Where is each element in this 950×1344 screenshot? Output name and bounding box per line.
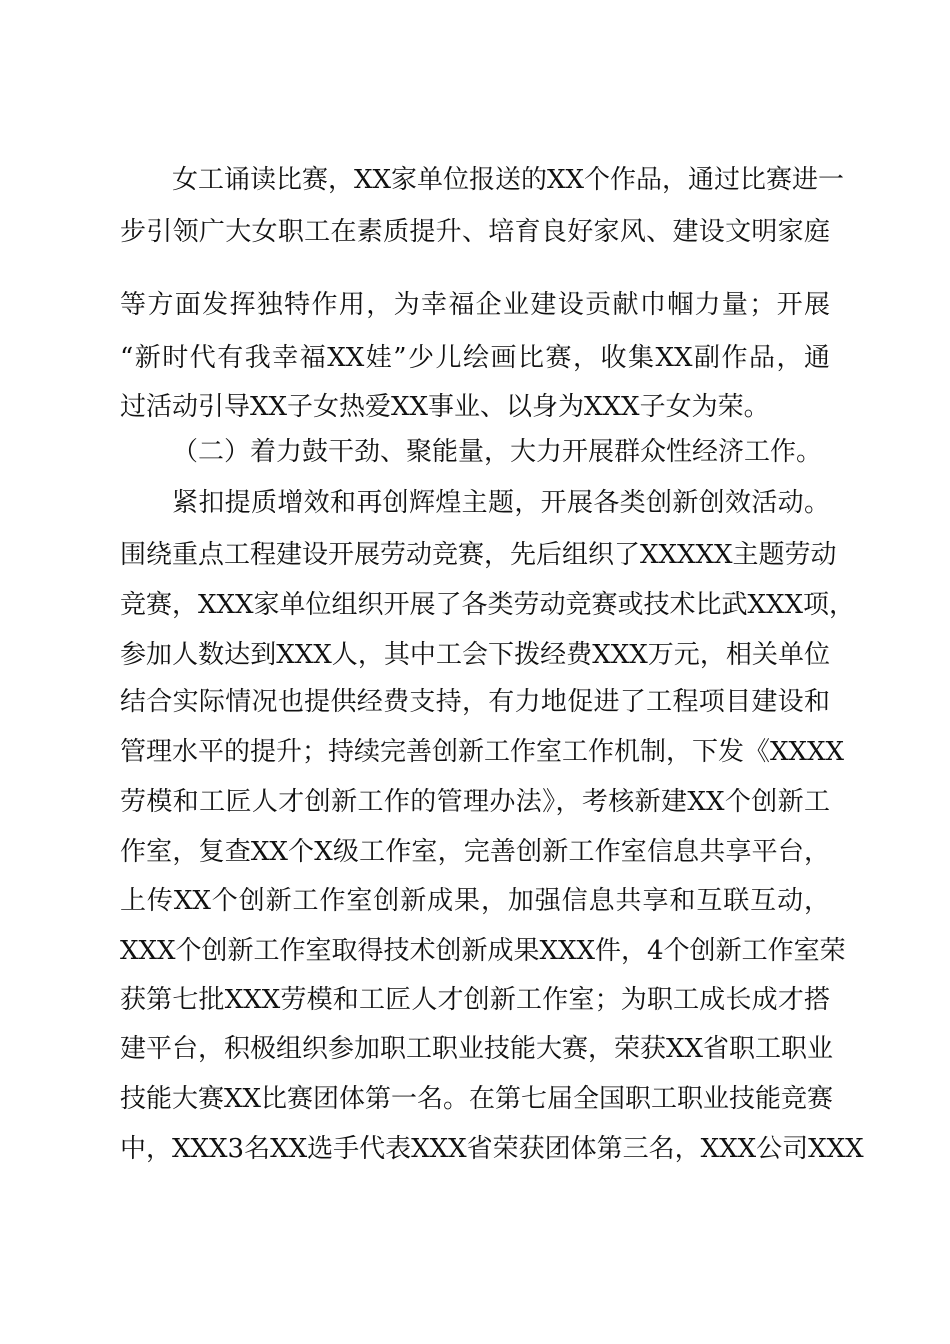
paragraph-line: 获第七批XXX劳模和工匠人才创新工作室；为职工成长成才搭: [120, 985, 830, 1015]
paragraph-line: 过活动引导XX子女热爱XX事业、以身为XXX子女为荣。: [120, 392, 770, 422]
paragraph-line: 女工诵读比赛，XX家单位报送的XX个作品，通过比赛进一: [172, 165, 845, 195]
paragraph-line: XXX个创新工作室取得技术创新成果XXX件，4个创新工作室荣: [120, 936, 846, 966]
paragraph-line: 结合实际情况也提供经费支持，有力地促进了工程项目建设和: [120, 687, 830, 717]
section-heading: （二）着力鼓干劲、聚能量，大力开展群众性经济工作。: [172, 437, 823, 467]
paragraph-line: 建平台，积极组织参加职工职业技能大赛，荣获XX省职工职业: [120, 1034, 834, 1064]
paragraph-line: 围绕重点工程建设开展劳动竞赛，先后组织了XXXXX主题劳动: [120, 540, 837, 570]
paragraph-line: 劳模和工匠人才创新工作的管理办法》，考核新建XX个创新工: [120, 787, 830, 817]
paragraph-line: 步引领广大女职工在素质提升、培育良好家风、建设文明家庭: [120, 217, 830, 247]
paragraph-line: 上传XX个创新工作室创新成果，加强信息共享和互联互动，: [120, 886, 830, 916]
paragraph-line: 竞赛，XXX家单位组织开展了各类劳动竞赛或技术比武XXX项，: [120, 590, 856, 620]
paragraph-line: 参加人数达到XXX人，其中工会下拨经费XXX万元，相关单位: [120, 640, 830, 670]
paragraph-line: 中，XXX3名XX选手代表XXX省荣获团体第三名，XXX公司XXX: [120, 1134, 864, 1164]
paragraph-line: 作室，复查XX个X级工作室，完善创新工作室信息共享平台，: [120, 837, 830, 867]
paragraph-line: “新时代有我幸福XX娃”少儿绘画比赛，收集XX副作品，通: [120, 343, 830, 373]
paragraph-line: 紧扣提质增效和再创辉煌主题，开展各类创新创效活动。: [172, 488, 830, 518]
paragraph-line: 管理水平的提升；持续完善创新工作室工作机制，下发《XXXX: [120, 737, 845, 767]
paragraph-line: 等方面发挥独特作用，为幸福企业建设贡献巾帼力量；开展: [120, 290, 830, 320]
paragraph-line: 技能大赛XX比赛团体第一名。在第七届全国职工职业技能竞赛: [120, 1084, 834, 1114]
